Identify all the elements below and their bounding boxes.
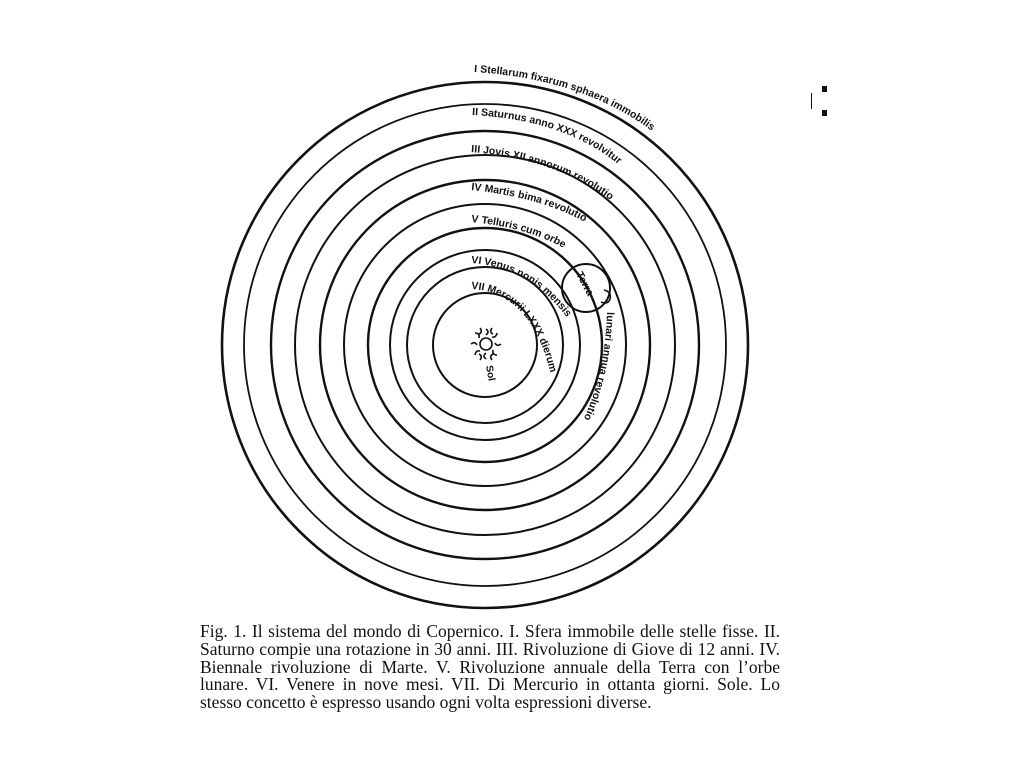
sphere-4-label: IV Martis bima revolutio (470, 181, 589, 225)
sphere-5-label-continued: lunari annua revolutio (580, 311, 616, 423)
scan-mark-top (822, 86, 827, 92)
sphere-2-label: II Saturnus anno XXX revolvitur (471, 106, 625, 167)
sphere-6-label: VI Venus nonis mensis (470, 254, 574, 320)
sun-label: Sol (483, 364, 497, 382)
sphere-7-label: VII Mercurii LXXX dierum (470, 279, 560, 374)
earth-label: Terra (573, 269, 596, 298)
figure-caption: Fig. 1. Il sistema del mondo di Copernico. I. Sfera immobile delle stelle fisse. II. Saturno compie una rotazione in 30 anni. III. Rivoluzione di Giove di 12 anni. IV. Biennale rivoluzione di Marte. V. Rivoluzione annuale della Terra con l’orbe lunare. VI. Venere in nove mesi. VII. Di Mercurio in ottanta giorni. Sole. Lo stesso concetto è espresso usando ogni volta espressioni diverse. (200, 621, 780, 713)
sphere-3-label: III Jovis XII annorum revolutio (470, 143, 616, 203)
sphere-5-label: V Telluris cum orbe (470, 213, 568, 251)
scan-mark-line (811, 93, 812, 109)
sphere-1-label-arc: I Stellarum fixarum sphaera immobilis (473, 63, 658, 134)
scan-mark-bottom (822, 110, 827, 116)
